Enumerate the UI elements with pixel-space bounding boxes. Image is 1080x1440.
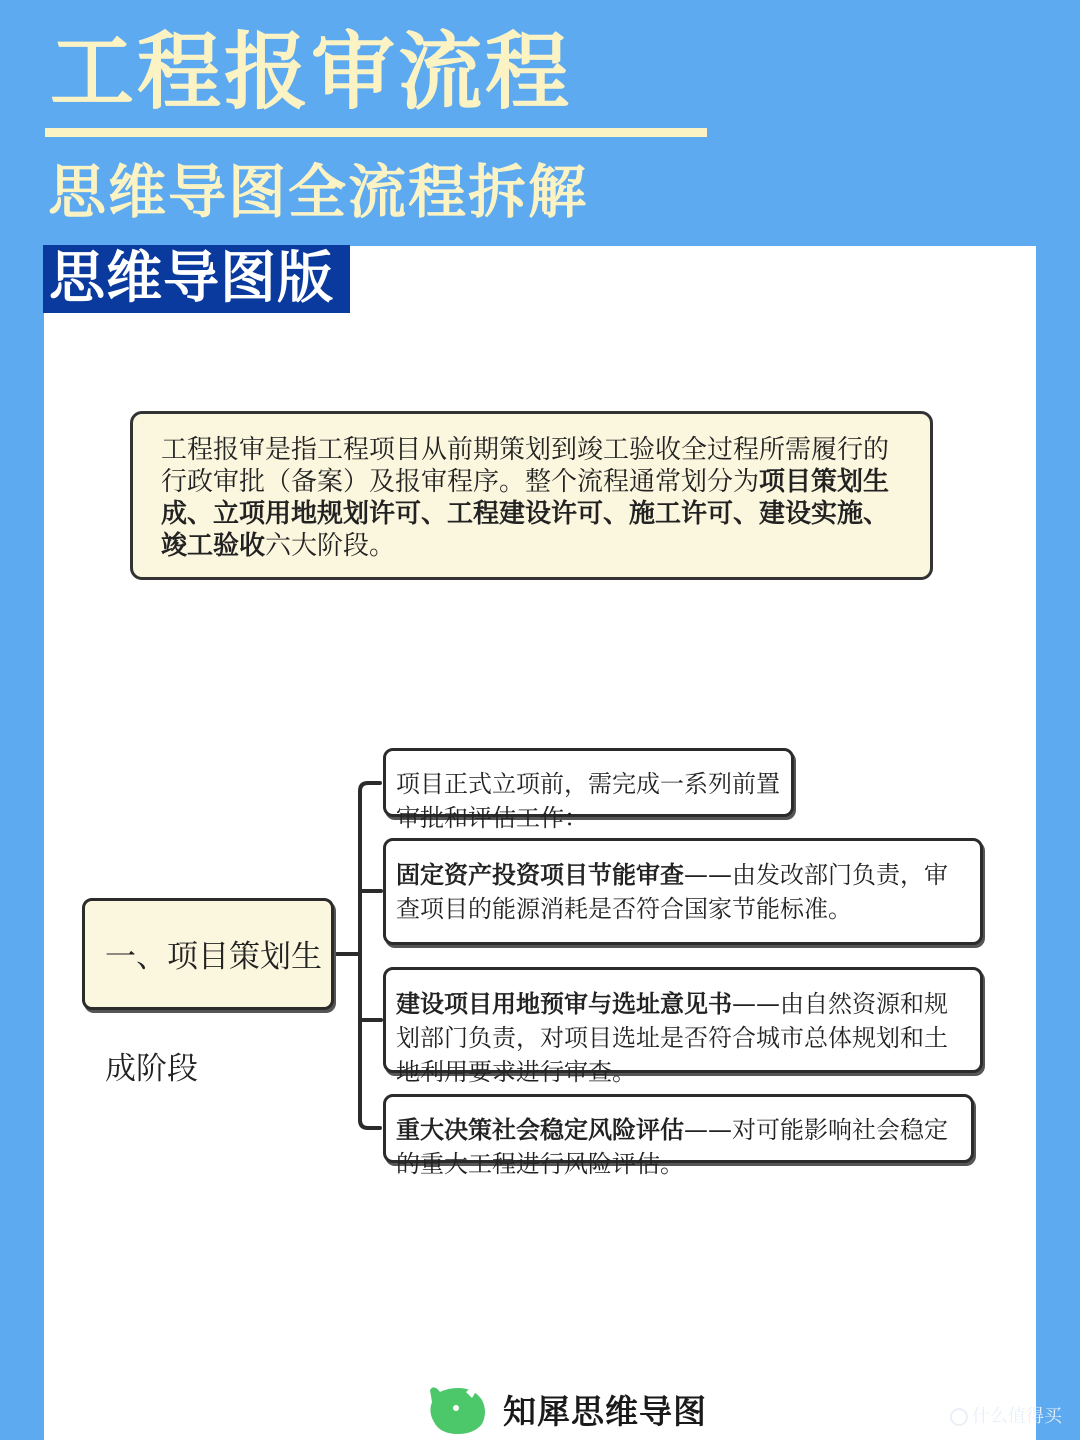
watermark-text: 什么值得买 [972,1406,1062,1427]
intro-stages: 项目策划生成、立项用地规划许可、工程建设许可、施工许可、建设实施、竣工验收 [161,467,890,561]
footer-brand: 知犀思维导图 [503,1392,707,1431]
watermark [950,1404,1062,1430]
branch-title: 建设项目用地预审与选址意见书 [396,990,732,1018]
rhino-logo-icon [426,1382,488,1436]
branch-trunk [360,783,380,1128]
branch-node-risk-assessment [383,1094,974,1178]
branch-node-land-site [383,967,983,1086]
page-title: 工程报审流程 [50,23,573,121]
intro-tail: 六大阶段。 [265,531,396,561]
watermark-icon [950,1408,968,1426]
branch-node-intro [383,748,794,832]
branch-text: 项目正式立项前，需完成一系列前置审批和评估工作： [396,770,780,832]
page-subtitle: 思维导图全流程拆解 [48,158,589,226]
version-badge: 思维导图版 [43,245,350,313]
branch-text: ——由自然资源和规划部门负责，对项目选址是否符合城市总体规划和土地利用要求进行审查。 [396,990,948,1086]
branch-node-energy-review [383,838,983,945]
branch-title: 固定资产投资项目节能审查 [396,861,684,889]
mindmap-root-node: 一、项目策划生成阶段 [82,898,334,1010]
branch-text: ——对可能影响社会稳定的重大工程进行风险评估。 [396,1116,948,1178]
branch-text: ——由发改部门负责，审查项目的能源消耗是否符合国家节能标准。 [396,861,948,923]
intro-lead: 工程报审是指工程项目从前期策划到竣工验收全过程所需履行的行政审批（备案）及报审程序。整个流程通常划分为 [161,435,890,497]
branch-title: 重大决策社会稳定风险评估 [396,1116,684,1144]
